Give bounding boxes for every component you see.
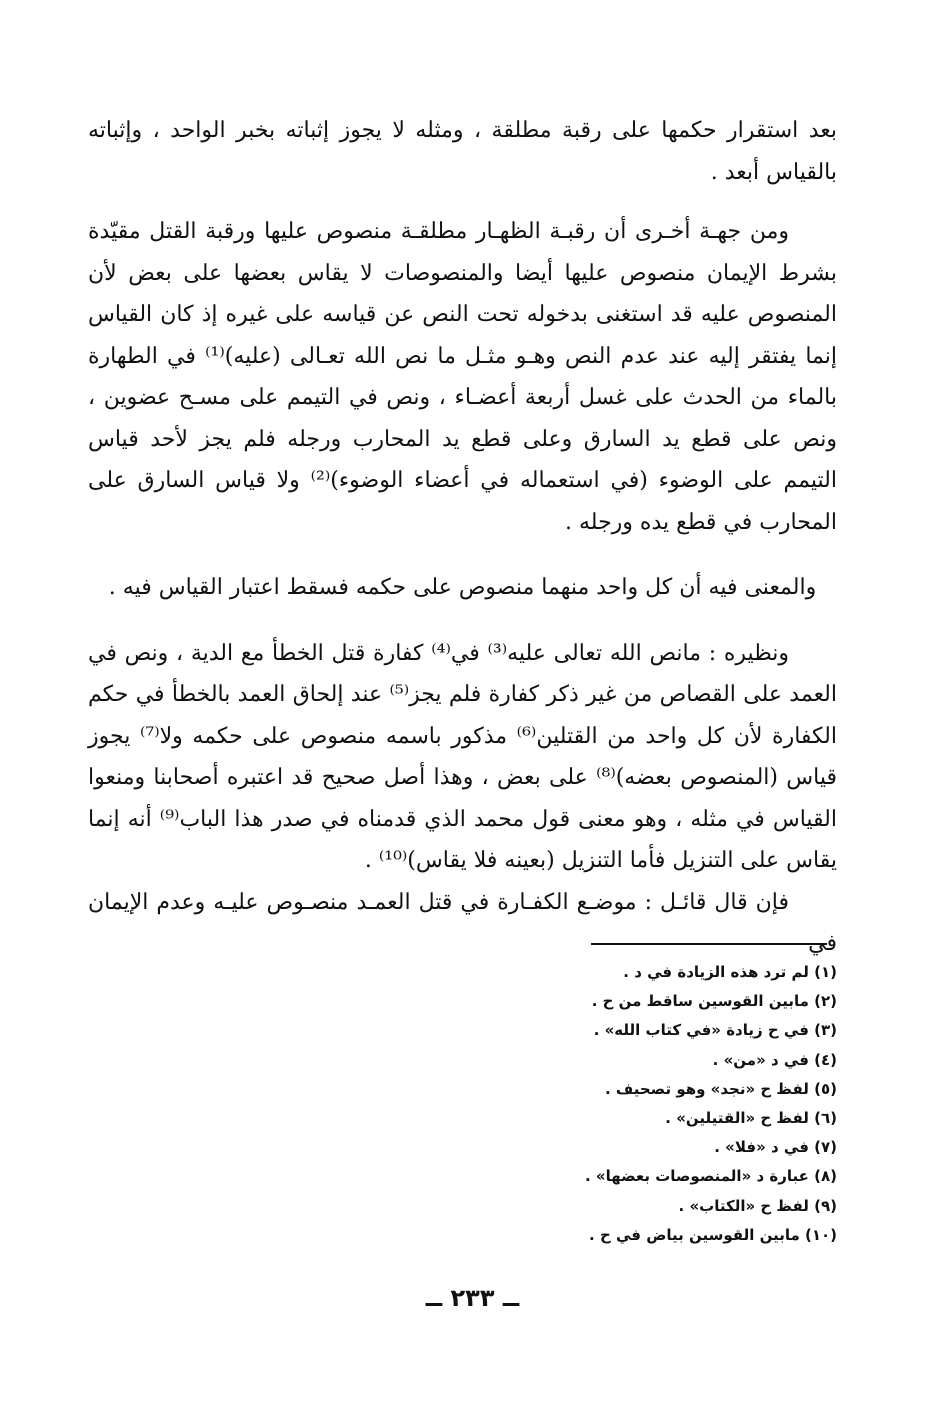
footnotes-list xyxy=(417,958,837,1250)
paragraph-2: ومن جهـة أخـرى أن رقبـة الظهـار مطلقـة منصوص عليها ورقبة القتل مقيّدة بشرط الإيمان منصوص عليها أيضا والمنصوصات لا يقاس بعضها على بعض لأن المنصوص عليه قد استغنى بدخوله تحت النص عن قياسه على غيره إذ كان القياس إنما يفتقر إليه عند عدم النص وهـو مثـل ما نص الله تعـالى (عليه)⁽¹⁾ في الطهارة بالماء من الحدث على غسل أربعة أعضـاء ، ونص في التيمم على مسـح عضوين ، ونص على قطع يد السارق وعلى قطع يد المحارب ورجله فلم يجز لأحد قياس التيمم على الوضوء (في استعماله في أعضاء الوضوء)⁽²⁾ ولا قياس السارق على المحارب في قطع يده ورجله . xyxy=(88,219,838,535)
footnote-item: (٢) مابين القوسين ساقط من ح . xyxy=(591,992,837,1011)
footnote-item: (٤) في د «من» . xyxy=(712,1050,837,1069)
paragraph-5: فإن قال قائـل : موضـع الكفـارة في قتل العمـد منصـوص عليـه وعدم الإيمان في xyxy=(88,889,837,956)
footnote-item: (٦) لفظ ح «القتيلين» . xyxy=(665,1109,837,1128)
footnote-separator xyxy=(591,943,827,945)
paragraph-1: بعد استقرار حكمها على رقبة مطلقة ، ومثله لا يجوز إثباته بخبر الواحد ، وإثباته بالقياس أبعد . xyxy=(88,118,838,185)
footnote-item: (٨) عبارة د «المنصوصات بعضها» . xyxy=(584,1167,837,1186)
footnote-item: (١) لم ترد هذه الزيادة في د . xyxy=(623,963,837,981)
footnote-item: (٥) لفظ ح «نجد» وهو تصحيف . xyxy=(604,1079,837,1098)
page-number: ــ ٢٣٣ ــ xyxy=(425,1284,520,1312)
footnote-item: (٣) في ح زيادة «في كتاب الله» . xyxy=(593,1021,837,1040)
footnote-item: (٩) لفظ ح «الكتاب» . xyxy=(678,1196,837,1215)
main-text xyxy=(88,110,837,965)
footnote-item: (١٠) مابين القوسين بياض في ح . xyxy=(589,1225,837,1244)
footnote-item: (٧) في د «فلا» . xyxy=(714,1138,837,1157)
paragraph-4: ونظيره : مانص الله تعالى عليه⁽³⁾ في⁽⁴⁾ كفارة قتل الخطأ مع الدية ، ونص في العمد على القصاص من غير ذكر كفارة فلم يجز⁽⁵⁾ عند إلحاق العمد بالخطأ في حكم الكفارة لأن كل واحد من القتلين⁽⁶⁾ مذكور باسمه منصوص على حكمه ولا⁽⁷⁾ يجوز قياس (المنصوص بعضه)⁽⁸⁾ على بعض ، وهذا أصل صحيح قد اعتبره أصحابنا ومنعوا القياس في مثله ، وهو معنى قول محمد الذي قدمناه في صدر هذا الباب⁽⁹⁾ أنه إنما يقاس على التنزيل فأما التنزيل (بعينه فلا يقاس)⁽¹⁰⁾ . xyxy=(88,640,838,873)
paragraph-3: والمعنى فيه أن كل واحد منهما منصوص على حكمه فسقط اعتبار القياس فيه . xyxy=(108,575,817,600)
